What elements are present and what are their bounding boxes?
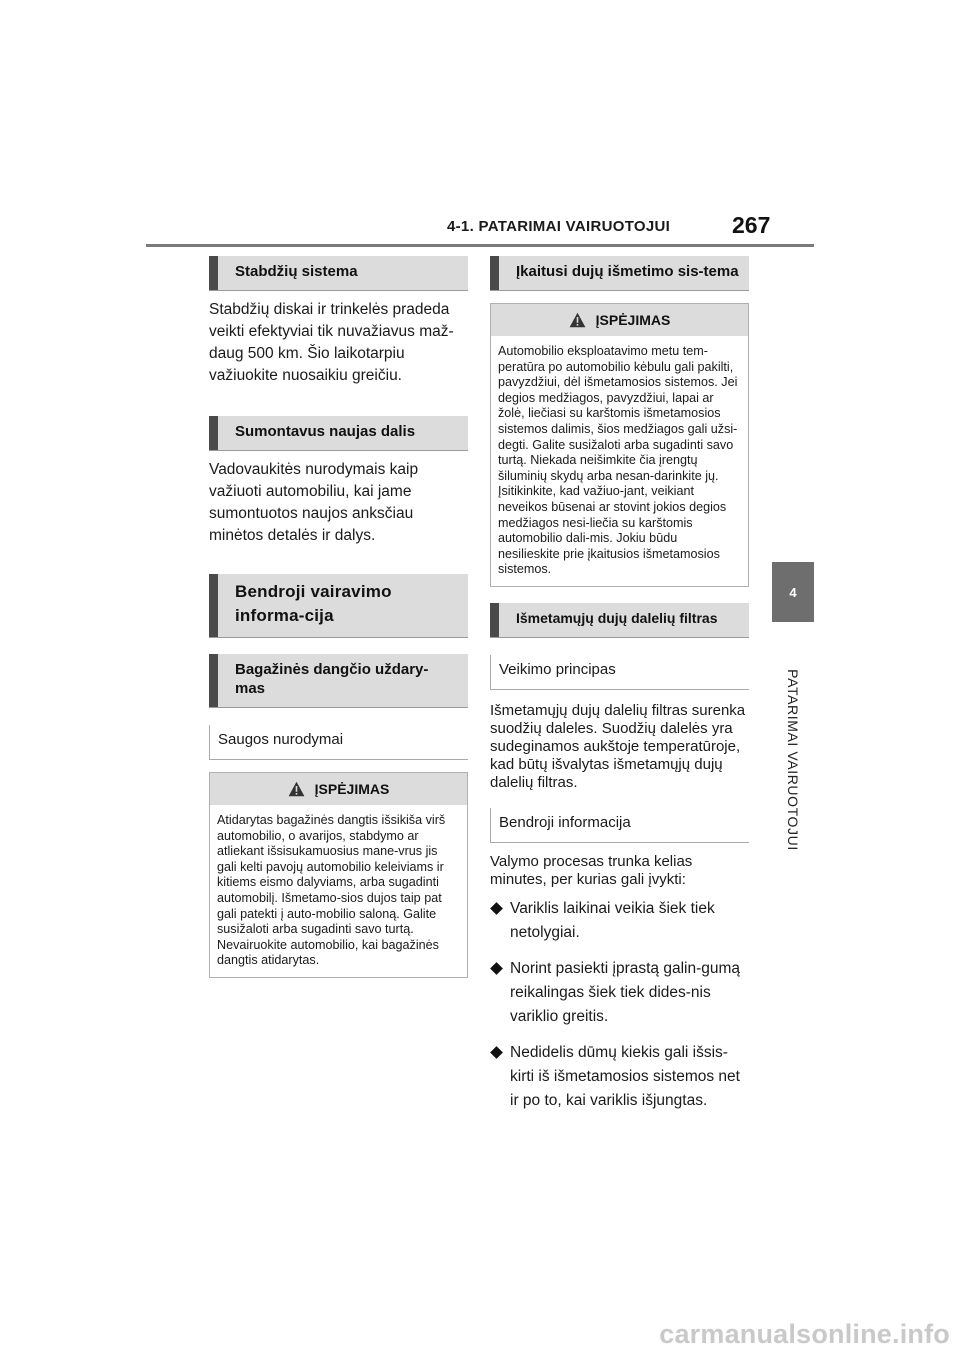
warning-header (491, 304, 748, 336)
list-item (490, 1041, 749, 1113)
chapter-label: PATARIMAI VAIRUOTOJUI (785, 669, 801, 851)
warning-triangle-icon (288, 781, 305, 797)
warning-triangle-icon (569, 312, 586, 328)
principle-subheading: Veikimo principas (490, 655, 749, 690)
left-column (209, 256, 468, 978)
bullet-diamond-icon (490, 902, 503, 915)
general-info-subheading: Bendroji informacija (490, 808, 749, 843)
trunk-closing-heading: Bagažinės dangčio uždary-mas (209, 654, 468, 708)
list-item-text: Norint pasiekti įprastą galin-gumą reikalingas šiek tiek dides-nis variklio greitis. (510, 959, 741, 1025)
safety-subheading: Saugos nurodymai (209, 725, 468, 760)
chapter-number-tab (772, 562, 814, 622)
bullet-diamond-icon (490, 962, 503, 975)
general-info-text: Valymo procesas trunka kelias minutes, per kurias gali įvykti: (490, 852, 693, 888)
warning-header (210, 773, 467, 805)
warning-title: ĮSPĖJIMAS (314, 781, 390, 797)
exhaust-warning-box (490, 303, 749, 587)
list-item-text: Nedidelis dūmų kiekis gali išsis-kirti iš išmetamosios sistemos net ir po to, kai variklis išjungtas. (510, 1043, 740, 1109)
list-item (490, 897, 749, 945)
warning-text: Atidarytas bagažinės dangtis išsikiša virš automobilio, o avarijos, stabdymo ar atliekant išsisukamuosius mane-vrus jis gali kelti pavojų automobilio keleiviams ir kitiems eismo dalyviams, arba sugadinti automobilį. Išmetamo-sios dujos taip pat gali patekti į auto-mobilio saloną. Galite susižaloti arba sugadinti savo turtą. Nevairuokite automobilio, kai bagažinės dangtis atidarytas. (217, 813, 446, 968)
page-number: 267 (732, 212, 771, 238)
watermark: carmanualsonline.info (659, 1319, 950, 1349)
brakes-heading: Stabdžių sistema (209, 256, 468, 291)
new-parts-heading: Sumontavus naujas dalis (209, 416, 468, 451)
warning-title: ĮSPĖJIMAS (595, 312, 671, 328)
brakes-text: Stabdžių diskai ir trinkelės pradeda veikti efektyviai tik nuvažiavus maž-daug 500 km. Šio laikotarpiu važiuokite nuosaikiu greičiu. (209, 301, 454, 384)
chapter-number: 4 (789, 584, 797, 600)
list-item (490, 957, 749, 1029)
exhaust-heading: Įkaitusi dujų išmetimo sis-tema (490, 256, 749, 291)
header-rule (146, 244, 814, 247)
list-item-text: Variklis laikinai veikia šiek tiek netolygiai. (510, 899, 715, 941)
general-driving-heading: Bendroji vairavimo informa-cija (209, 574, 468, 638)
warning-text: Automobilio eksploatavimo metu tem-peratūra po automobilio kėbulu gali pakilti, pavyzdžiui, dėl išmetamosios sistemos. Jei degios medžiagos, pavyzdžiui, lapai ar žolė, liečiasi su karštomis išmetamosios sistemos dalimis, šios medžiagos gali užsi-degti. Galite susižaloti arba sugadinti savo turtą. Niekada neišimkite čia įrengtų šiluminių skydų arba nesan-darinkite jų. Įsitikinkite, kad važiuo-jant, veikiant neveikos būsenai ar stovint jokios degios medžiagos nesi-liečia su karštomis automobilio dali-mis. Jokiu būdu nesilieskite prie įkaitusios išmetamosios sistemos. (498, 344, 738, 577)
right-column (490, 256, 749, 1125)
bullet-diamond-icon (490, 1046, 503, 1059)
cleaning-effects-list (490, 897, 749, 1113)
principle-text: Išmetamųjų dujų dalelių filtras surenka suodžių daleles. Suodžių dalelės yra sudeginamos aukštoje temperatūroje, kad būtų išvalytas išmetamųjų dujų dalelių filtras. (490, 701, 746, 791)
particle-filter-heading: Išmetamųjų dujų dalelių filtras (490, 603, 749, 638)
trunk-warning-box (209, 772, 468, 978)
new-parts-text: Vadovaukitės nurodymais kaip važiuoti automobiliu, kai jame sumontuotos naujos anksčiau minėtos detalės ir dalys. (209, 461, 419, 544)
section-title: 4-1. PATARIMAI VAIRUOTOJUI (447, 218, 671, 235)
